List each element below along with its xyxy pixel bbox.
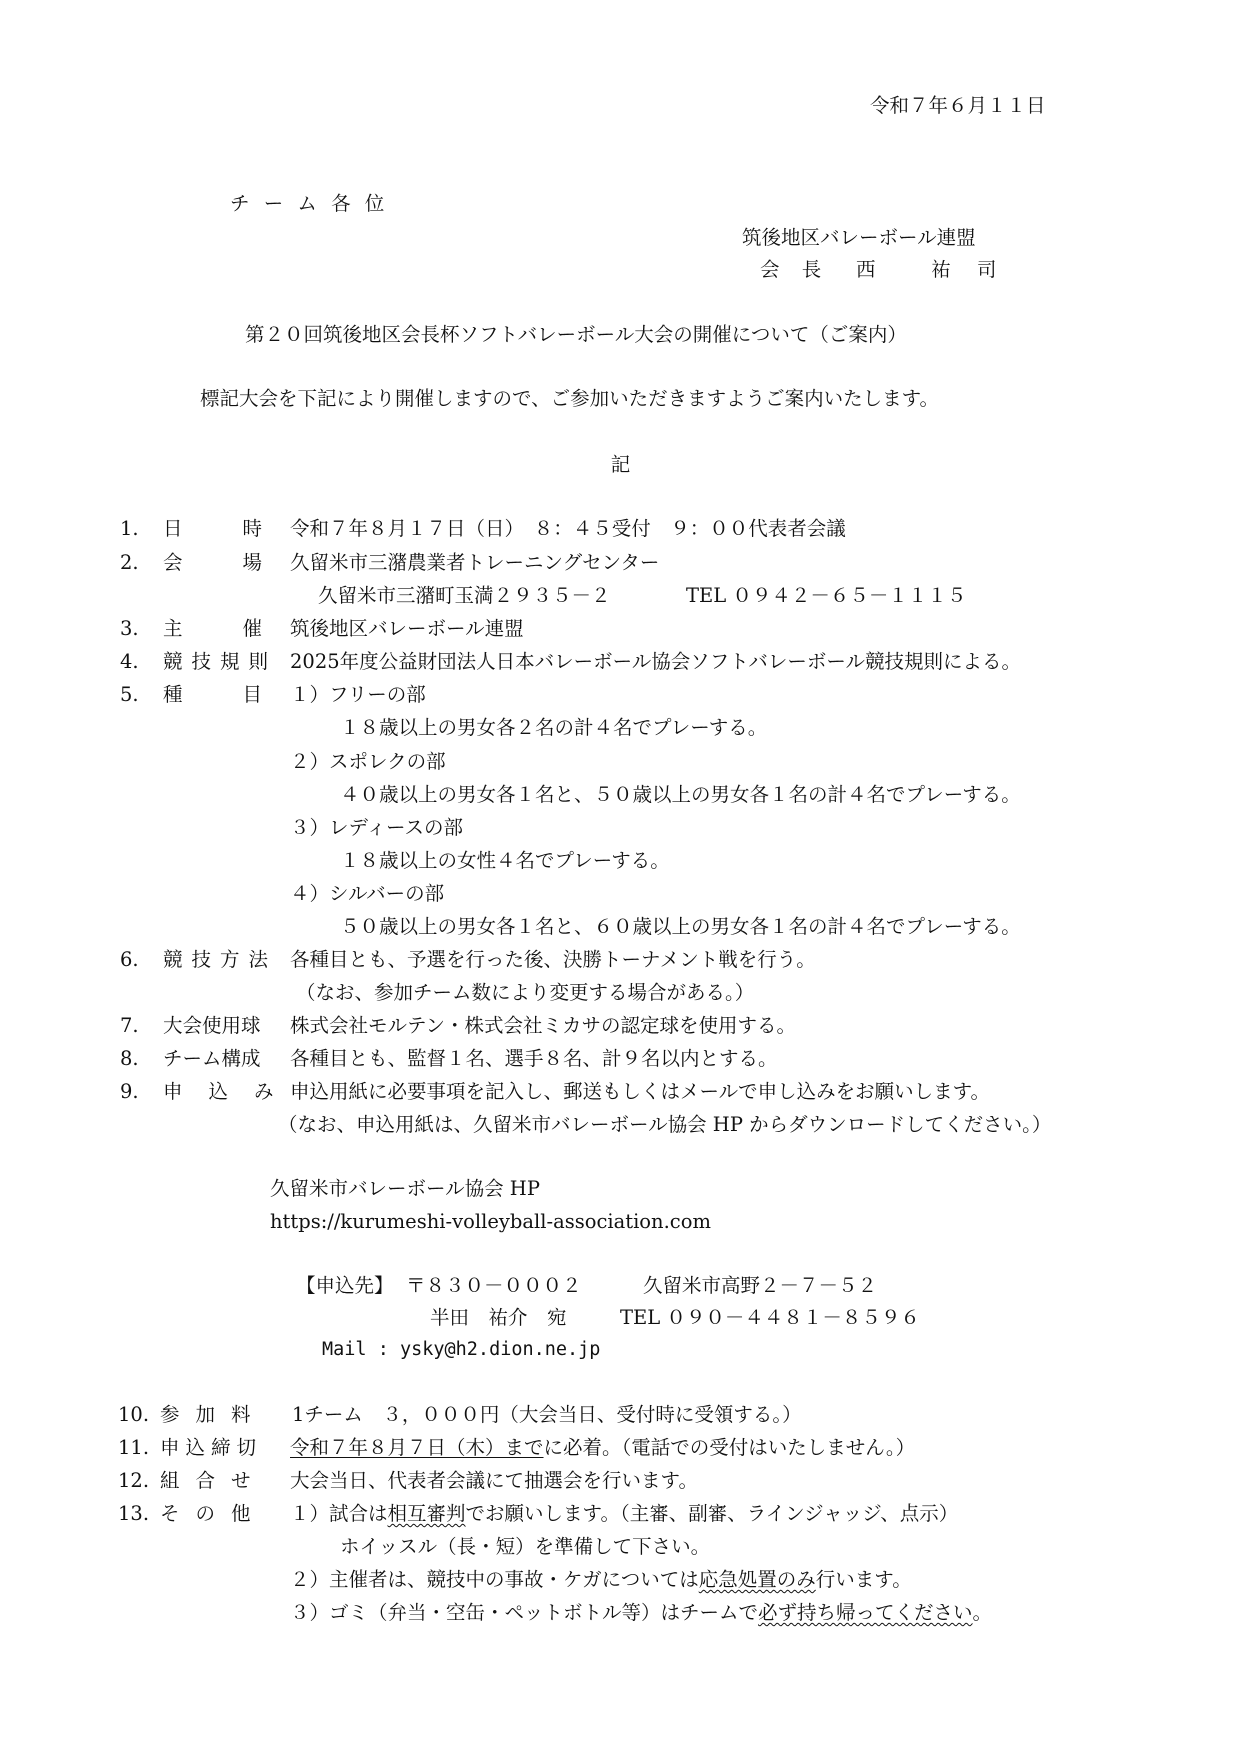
item-number: 6. <box>120 948 139 971</box>
recipient: チ ー ム 各 位 <box>230 192 389 215</box>
item-label: 申込み <box>163 1080 300 1103</box>
document-title: 第２０回筑後地区会長杯ソフトバレーボール大会の開催について（ご案内） <box>245 323 907 346</box>
ki-marker: 記 <box>610 453 631 476</box>
other-note-3 <box>290 1601 992 1625</box>
item-label: 大会使用球 <box>163 1014 261 1037</box>
apply-mail[interactable]: Mail : ysky@h2.dion.ne.jp <box>322 1339 601 1360</box>
item-label: 会場 <box>163 551 323 574</box>
item-label: 種目 <box>163 683 323 706</box>
item-value: 久留米市三潴農業者トレーニングセンター <box>290 551 660 574</box>
category-free: １）フリーの部 <box>290 683 426 706</box>
item-value: 各種目とも、監督１名、選手８名、計９名以内とする。 <box>290 1047 778 1070</box>
item-value: 1チーム ３，０００円（大会当日、受付時に受領する。） <box>292 1403 802 1426</box>
category-desc: ５０歳以上の男女各１名と、６０歳以上の男女各１名の計４名でプレーする。 <box>340 915 1021 938</box>
apply-tel: TEL ０９０－４４８１－８５９６ <box>620 1306 920 1329</box>
apply-name: 半田 祐介 宛 <box>430 1306 567 1329</box>
item-value: 各種目とも、予選を行った後、決勝トーナメント戦を行う。 <box>290 948 816 971</box>
intro-text: 標記大会を下記により開催しますので、ご参加いただきますようご案内いたします。 <box>200 387 940 410</box>
venue-address: 久留米市三潴町玉満２９３５－２ <box>318 584 611 607</box>
other-note-1-cont: ホイッスル（長・短）を準備して下さい。 <box>340 1535 711 1558</box>
other-note-text: 行います。 <box>815 1568 912 1591</box>
item-number: 11. <box>118 1436 150 1459</box>
deadline-rest: に必着。（電話での受付はいたしません。） <box>543 1436 916 1459</box>
item-number: 4. <box>120 650 139 673</box>
item-number: 2. <box>120 551 139 574</box>
item-number: 3. <box>120 617 139 640</box>
item-label: 参加料 <box>160 1403 267 1426</box>
other-note-emphasis: 必ず持ち帰ってください <box>758 1601 973 1624</box>
item-label: 主催 <box>163 617 323 640</box>
item-number: 13. <box>118 1502 150 1525</box>
item-value: 令和７年８月１７日（日） ８：４５受付 ９：００代表者会議 <box>290 517 846 540</box>
item-value: 申込用紙に必要事項を記入し、郵送もしくはメールで申し込みをお願いします。 <box>290 1080 991 1103</box>
apply-address: 久留米市高野２－７－５２ <box>643 1274 878 1297</box>
item-value: 2025年度公益財団法人日本バレーボール協会ソフトバレーボール競技規則による。 <box>290 650 1021 673</box>
item-label: チーム構成 <box>163 1047 261 1070</box>
other-note-text: １）試合は <box>290 1502 388 1525</box>
item-label: 競技規則 <box>163 650 278 673</box>
document-date: 令和７年６月１１日 <box>870 94 1046 117</box>
item-label: 組合せ <box>160 1469 267 1492</box>
item-label: 申込締切 <box>160 1436 263 1459</box>
item-label-text: 日時 <box>163 517 323 540</box>
item-value: 大会当日、代表者会議にて抽選会を行います。 <box>290 1469 698 1492</box>
other-note-2 <box>290 1568 912 1592</box>
item-label: 競技方法 <box>163 948 278 971</box>
other-note-text: ３）ゴミ（弁当・空缶・ペットボトル等）はチームで <box>290 1601 759 1624</box>
sender-name: 西 祐 司 <box>856 258 1007 281</box>
hp-url[interactable]: https://kurumeshi-volleyball-association.com <box>270 1210 711 1233</box>
item-value: 筑後地区バレーボール連盟 <box>290 617 524 640</box>
category-desc: １８歳以上の男女各２名の計４名でプレーする。 <box>340 716 768 739</box>
item-number: 7. <box>120 1014 139 1037</box>
category-ladies: ３）レディースの部 <box>290 816 463 839</box>
item-value: 株式会社モルテン・株式会社ミカサの認定球を使用する。 <box>290 1014 797 1037</box>
category-desc: １８歳以上の女性４名でプレーする。 <box>340 849 670 872</box>
other-note-text: でお願いします。（主審、副審、ラインジャッジ、点示） <box>465 1502 959 1525</box>
hp-label: 久留米市バレーボール協会 HP <box>270 1177 540 1200</box>
deadline-row <box>290 1436 915 1460</box>
item-number: 1. <box>120 517 139 540</box>
item-number: 12. <box>118 1469 150 1492</box>
item-label <box>163 517 323 541</box>
venue-tel: TEL ０９４２－６５－１１１５ <box>686 584 967 607</box>
item-number: 9. <box>120 1080 139 1103</box>
other-note-emphasis: 相互審判 <box>387 1502 466 1525</box>
apply-postal: 〒８３０－０００２ <box>406 1274 582 1297</box>
category-sporec: ２）スポレクの部 <box>290 750 446 773</box>
other-note-text: ２）主催者は、競技中の事故・ケガについては <box>290 1568 699 1591</box>
category-desc: ４０歳以上の男女各１名と、５０歳以上の男女各１名の計４名でプレーする。 <box>340 783 1021 806</box>
sender-org: 筑後地区バレーボール連盟 <box>742 226 976 249</box>
item-number: 5. <box>120 683 139 706</box>
other-note-emphasis: 応急処置のみ <box>698 1568 816 1591</box>
item-note: （なお、申込用紙は、久留米市バレーボール協会 HP からダウンロードしてください。） <box>278 1113 1052 1136</box>
item-label: その他 <box>160 1502 267 1525</box>
item-note: （なお、参加チーム数により変更する場合がある。） <box>296 981 755 1004</box>
deadline-date: 令和７年８月７日（木）まで <box>290 1436 544 1459</box>
other-note-1 <box>290 1502 958 1526</box>
category-silver: ４）シルバーの部 <box>290 882 445 905</box>
apply-heading: 【申込先】 <box>296 1274 394 1297</box>
other-note-text: 。 <box>972 1601 993 1624</box>
item-number: 8. <box>120 1047 139 1070</box>
sender-title: 会 長 <box>760 258 830 281</box>
item-number: 10. <box>118 1403 150 1426</box>
